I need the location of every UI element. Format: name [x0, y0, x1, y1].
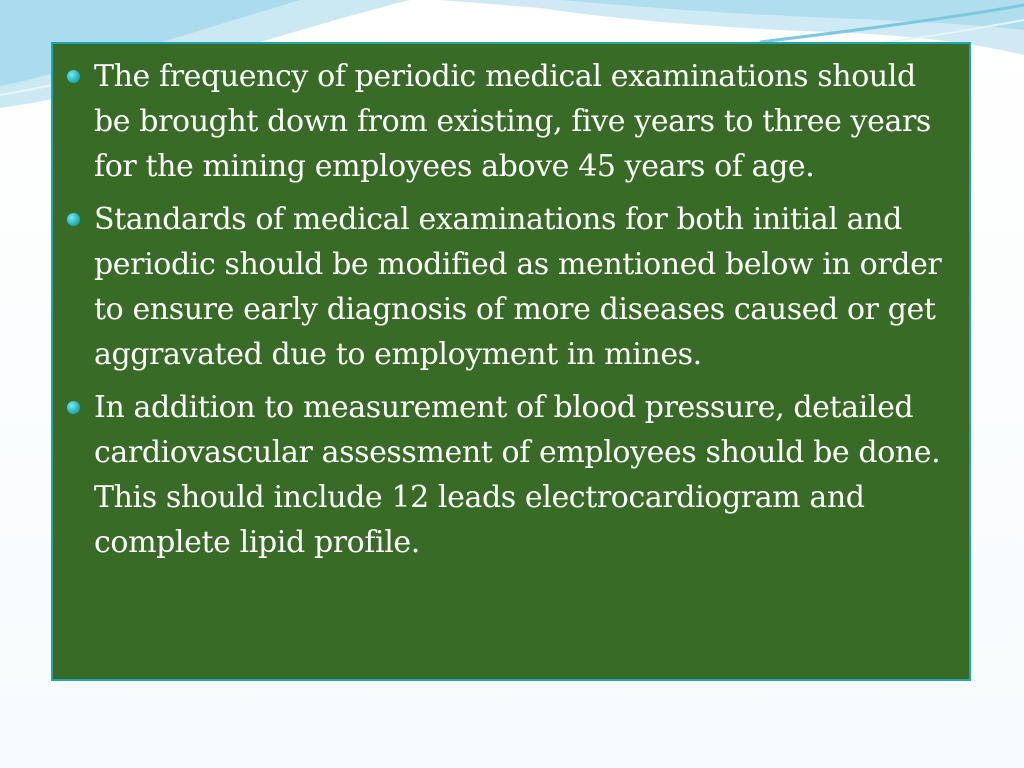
bullet-text: The frequency of periodic medical examinations should be brought down from existing, five years to three years for the mining employees above 45 years of age. [94, 59, 931, 184]
circle-bullet-icon [67, 70, 80, 83]
circle-bullet-icon [67, 213, 80, 226]
circle-bullet-icon [67, 401, 80, 414]
bullet-text: Standards of medical examinations for both initial and periodic should be modified as mentioned below in order to ensure early diagnosis of more diseases caused or get aggravated due to employment in mines. [94, 202, 942, 372]
bullet-item [94, 197, 955, 377]
bullet-item [94, 385, 955, 565]
bullet-item [94, 54, 955, 189]
bullet-text: In addition to measurement of blood pressure, detailed cardiovascular assessment of employees should be done. This should include 12 leads electrocardiogram and complete lipid profile. [94, 390, 941, 560]
content-box [51, 42, 971, 681]
bullet-list [53, 44, 969, 565]
